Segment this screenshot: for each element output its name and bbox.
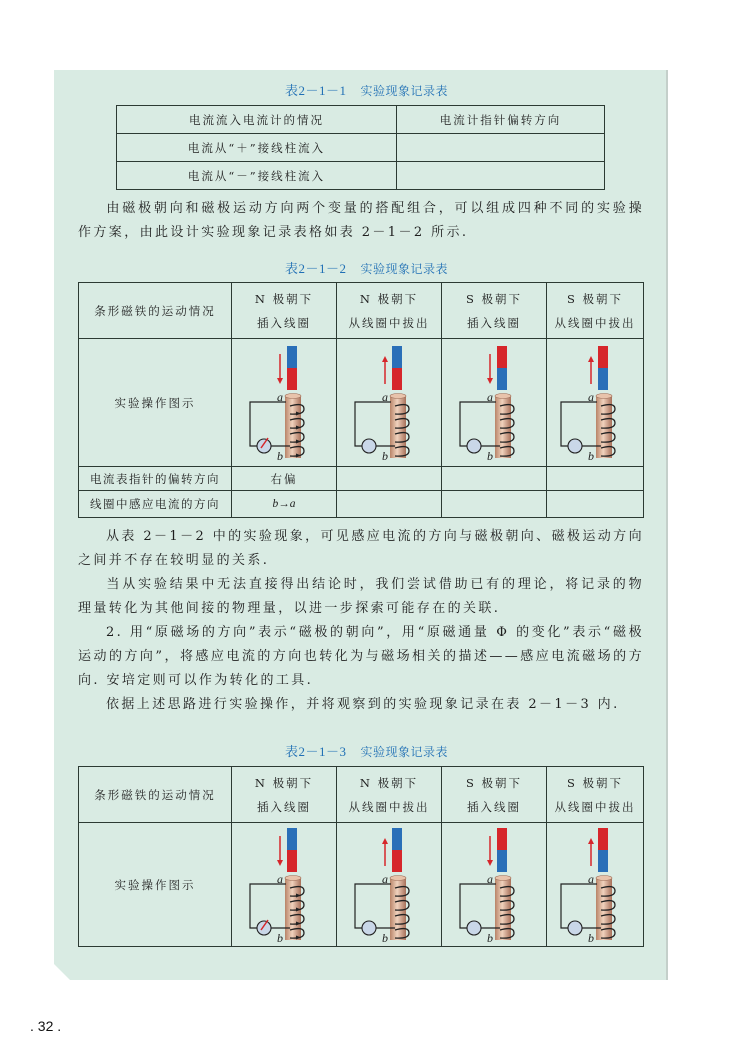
- col-header-line1: N 极朝下: [359, 775, 419, 790]
- table2-caption-number: 表2－1－2: [284, 261, 347, 276]
- col-header-line1: N 极朝下: [254, 291, 314, 306]
- table2-row-header: 条形磁铁的运动情况: [79, 283, 232, 339]
- paragraph-5: [78, 693, 644, 717]
- svg-text:b: b: [382, 448, 390, 462]
- deflection-cell: 右偏: [232, 467, 337, 491]
- table3-caption: [0, 741, 733, 760]
- svg-text:b: b: [588, 448, 596, 462]
- paragraph-1: [78, 197, 644, 245]
- table3: [78, 766, 644, 947]
- paragraph-3: [78, 573, 644, 621]
- figure-cell: [337, 823, 442, 947]
- paragraph-2: [78, 525, 644, 573]
- paragraph-1-text: 由磁极朝向和磁极运动方向两个变量的搭配组合，可以组成四种不同的实验操作方案，由此设计实验现象记录表格如表 2－1－2 所示.: [78, 201, 644, 240]
- col-header-line2: 从线圈中拔出: [554, 315, 636, 330]
- current-direction-cell: [337, 491, 442, 518]
- deflection-cell: [337, 467, 442, 491]
- table3-col-header: [547, 767, 644, 823]
- svg-text:b: b: [487, 448, 495, 462]
- table3-caption-title: 实验现象记录表: [360, 745, 449, 759]
- table3-row-header: 条形磁铁的运动情况: [79, 767, 232, 823]
- table3-caption-number: 表2－1－3: [284, 744, 347, 759]
- svg-text:b: b: [277, 448, 285, 462]
- svg-text:a: a: [277, 389, 285, 404]
- table1: [116, 105, 605, 190]
- col-header-line1: N 极朝下: [359, 291, 419, 306]
- coil-magnet-figure: [349, 344, 429, 462]
- figure-cell: [442, 339, 547, 467]
- table1-caption-number: 表2－1－1: [284, 83, 347, 98]
- svg-text:a: a: [382, 871, 390, 886]
- coil-magnet-figure: [454, 826, 534, 944]
- svg-text:a: a: [277, 871, 285, 886]
- figure-cell: [337, 339, 442, 467]
- coil-magnet-figure: [349, 826, 429, 944]
- current-direction-cell: [547, 491, 644, 518]
- col-header-line2: 插入线圈: [257, 315, 311, 330]
- table2-caption-title: 实验现象记录表: [360, 262, 449, 276]
- paragraph-5-text: 依据上述思路进行实验操作，并将观察到的实验现象记录在表 2－1－3 内.: [106, 697, 620, 712]
- table1-cell: [397, 162, 605, 190]
- figure-cell: [547, 339, 644, 467]
- deflection-cell: [547, 467, 644, 491]
- table1-cell: 电流从“－”接线柱流入: [117, 162, 397, 190]
- coil-magnet-figure: [555, 344, 635, 462]
- figure-cell: [232, 339, 337, 467]
- col-header-line2: 从线圈中拔出: [348, 315, 430, 330]
- table3-col-header: [337, 767, 442, 823]
- col-header-line1: S 极朝下: [566, 291, 624, 306]
- col-header-line2: 插入线圈: [257, 799, 311, 814]
- coil-magnet-figure: [244, 344, 324, 462]
- coil-magnet-figure: [454, 344, 534, 462]
- table3-row-header: 实验操作图示: [79, 823, 232, 947]
- col-header-line2: 从线圈中拔出: [348, 799, 430, 814]
- col-header-line2: 插入线圈: [467, 799, 521, 814]
- paragraph-3-text: 当从实验结果中无法直接得出结论时，我们尝试借助已有的理论，将记录的物理量转化为其他间接的物理量，以进一步探索可能存在的关联.: [78, 577, 644, 616]
- svg-text:b: b: [382, 930, 390, 944]
- col-header-line1: S 极朝下: [566, 775, 624, 790]
- table2-col-header: [232, 283, 337, 339]
- figure-cell: [547, 823, 644, 947]
- table1-cell: 电流从“＋”接线柱流入: [117, 134, 397, 162]
- table2-caption: [0, 258, 733, 277]
- table1-cell: [397, 134, 605, 162]
- table2-col-header: [337, 283, 442, 339]
- svg-text:a: a: [487, 871, 495, 886]
- figure-cell: [232, 823, 337, 947]
- table1-header-cell: 电流计指针偏转方向: [397, 106, 605, 134]
- col-header-line2: 插入线圈: [467, 315, 521, 330]
- paragraph-4-text: 2. 用“原磁场的方向”表示“磁极的朝向”，用“原磁通量 Φ 的变化”表示“磁极运动的方向”，将感应电流的方向也转化为与磁场相关的描述——感应电流磁场的方向. 安培定则可以作为转化的工具.: [78, 625, 644, 688]
- figure-cell: [442, 823, 547, 947]
- svg-text:a: a: [382, 389, 390, 404]
- table2-row-header: 实验操作图示: [79, 339, 232, 467]
- paragraph-2-text: 从表 2－1－2 中的实验现象，可见感应电流的方向与磁极朝向、磁极运动方向之间并不存在较明显的关系.: [78, 529, 644, 568]
- table2-row-header: 线圈中感应电流的方向: [79, 491, 232, 518]
- table2-col-header: [442, 283, 547, 339]
- table3-col-header: [442, 767, 547, 823]
- table1-caption: [0, 80, 733, 99]
- paragraph-4: [78, 621, 644, 693]
- svg-text:a: a: [487, 389, 495, 404]
- table1-header-cell: 电流流入电流计的情况: [117, 106, 397, 134]
- table2-col-header: [547, 283, 644, 339]
- page-number: . 32 .: [30, 1018, 62, 1034]
- deflection-cell: [442, 467, 547, 491]
- coil-magnet-figure: [244, 826, 324, 944]
- col-header-line1: S 极朝下: [465, 291, 523, 306]
- coil-magnet-figure: [555, 826, 635, 944]
- svg-text:a: a: [588, 389, 596, 404]
- table3-col-header: [232, 767, 337, 823]
- col-header-line2: 从线圈中拔出: [554, 799, 636, 814]
- table1-caption-title: 实验现象记录表: [360, 84, 449, 98]
- col-header-line1: N 极朝下: [254, 775, 314, 790]
- current-direction-cell: b→a: [232, 491, 337, 518]
- table2-row-header: 电流表指针的偏转方向: [79, 467, 232, 491]
- table2: [78, 282, 644, 518]
- col-header-line1: S 极朝下: [465, 775, 523, 790]
- current-direction-cell: [442, 491, 547, 518]
- svg-text:b: b: [588, 930, 596, 944]
- svg-text:b: b: [487, 930, 495, 944]
- svg-text:b: b: [277, 930, 285, 944]
- svg-text:a: a: [588, 871, 596, 886]
